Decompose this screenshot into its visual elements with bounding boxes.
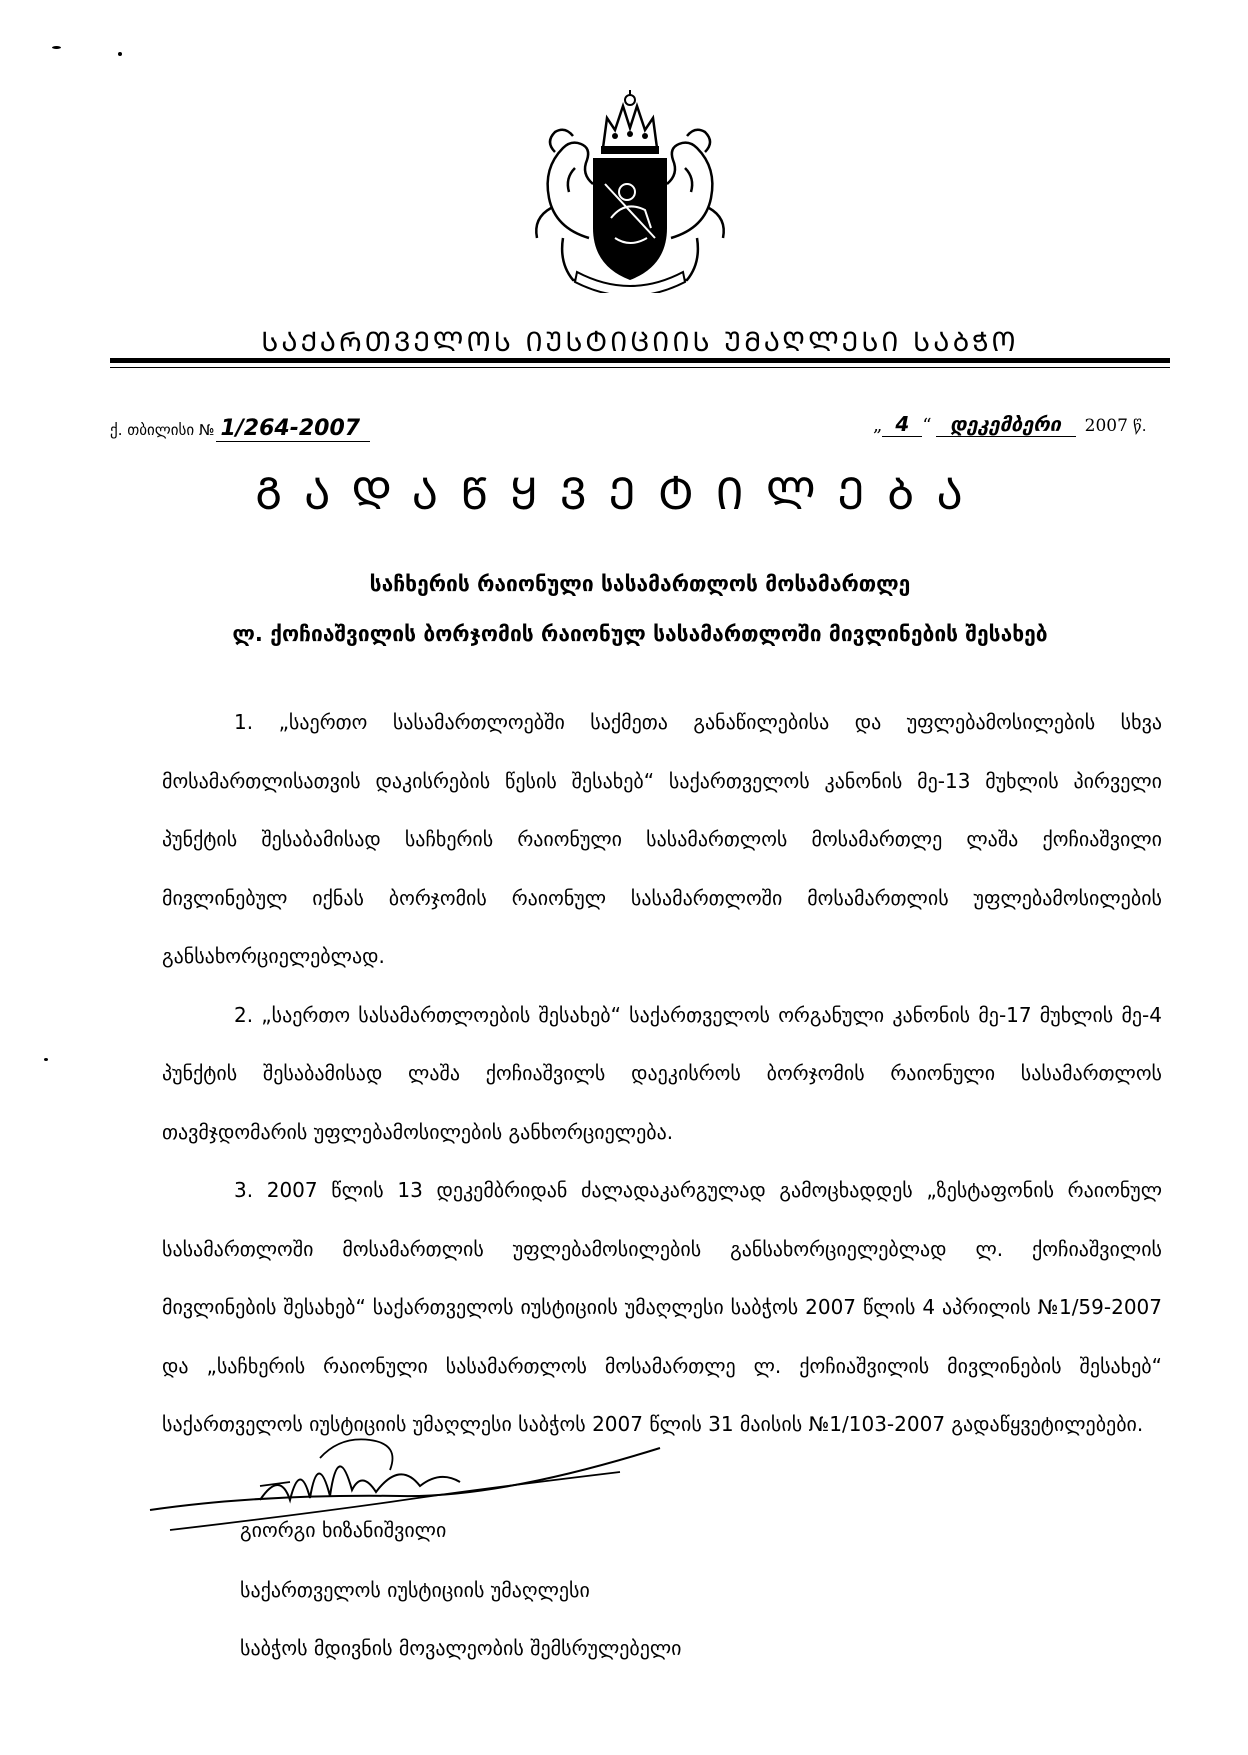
subject-line-1: საჩხერის რაიონული სასამართლოს მოსამართლე bbox=[369, 572, 911, 596]
scan-speck bbox=[118, 52, 122, 56]
date-day: 4 bbox=[882, 412, 922, 437]
coat-of-arms-emblem bbox=[515, 88, 745, 293]
date-year: 2007 bbox=[1084, 416, 1128, 436]
council-name-heading: ᲡᲐᲥᲐᲠᲗᲕᲔᲚᲝᲡ ᲘᲣᲡᲢᲘᲪᲘᲘᲡ ᲣᲛᲐᲦᲚᲔᲡᲘ ᲡᲐᲑᲭᲝ bbox=[261, 327, 1019, 358]
crown-icon bbox=[601, 90, 659, 154]
signatory-position-line-2: საბჭოს მდივნის მოვალეობის შემსრულებელი bbox=[240, 1636, 682, 1660]
decision-date bbox=[873, 412, 1146, 437]
signatory-name: გიორგი ხიზანიშვილი bbox=[240, 1518, 447, 1542]
place-label: ქ. თბილისი № bbox=[110, 421, 215, 439]
decision-number: 1/264-2007 bbox=[216, 416, 370, 442]
subject-line-2: ლ. ქოჩიაშვილის ბორჯომის რაიონულ სასამართლოში მივლინების შესახებ bbox=[232, 622, 1048, 646]
paragraph-2: 2. „საერთო სასამართლოების შესახებ“ საქართველოს ორგანული კანონის მე-17 მუხლის მე-4 პუნქტის შესაბამისად ლაშა ქოჩიაშვილს დაეკისროს ბორჯომის რაიონული სასამართლოს თავმჯდომარის უფლებამოსილების განხორციელება. bbox=[162, 1002, 1162, 1144]
date-close-quote: “ bbox=[922, 415, 932, 436]
date-open-quote: „ bbox=[873, 415, 883, 436]
date-month: დეკემბერი bbox=[936, 412, 1076, 437]
scan-speck bbox=[44, 1058, 48, 1061]
right-lion-icon bbox=[667, 130, 724, 280]
document-title: ᲒᲐᲓᲐᲬᲧᲕᲔᲢᲘᲚᲔᲑᲐ bbox=[255, 469, 985, 520]
date-year-suffix: წ. bbox=[1132, 417, 1147, 435]
signatory-position-line-1: საქართველოს იუსტიციის უმაღლესი bbox=[240, 1578, 590, 1602]
place-and-number bbox=[110, 416, 370, 441]
decision-body bbox=[162, 693, 1162, 1454]
scan-speck bbox=[52, 46, 61, 49]
left-lion-icon bbox=[536, 130, 593, 280]
header-rule-thin bbox=[110, 367, 1170, 368]
paragraph-1: 1. „საერთო სასამართლოებში საქმეთა განაწილებისა და უფლებამოსილების სხვა მოსამართლისათვის დაკისრების წესის შესახებ“ საქართველოს კანონის მე-13 მუხლის პირველი პუნქტის შესაბამისად საჩხერის რაიონული სასამართლოს მოსამართლე ლაშა ქოჩიაშვილი მივლინებულ იქნას ბორჯომის რაიონულ სასამართლოში მოსამართლის უფლებამოსილების განსახორციელებლად. bbox=[162, 710, 1162, 968]
header-rule-thick bbox=[110, 358, 1170, 363]
paragraph-3: 3. 2007 წლის 13 დეკემბრიდან ძალადაკარგულად გამოცხადდეს „ზესტაფონის რაიონულ სასამართლოში მოსამართლის უფლებამოსილების განსახორციელებლად ლ. ქოჩიაშვილის მივლინების შესახებ“ საქართველოს იუსტიციის უმაღლესი საბჭოს 2007 წლის 4 აპრილის №1/59-2007 და „საჩხერის რაიონული სასამართლოს მოსამართლე ლ. ქოჩიაშვილის მივლინების შესახებ“ საქართველოს იუსტიციის უმაღლესი საბჭოს 2007 წლის 31 მაისის №1/103-2007 გადაწყვეტილებები. bbox=[162, 1178, 1162, 1436]
